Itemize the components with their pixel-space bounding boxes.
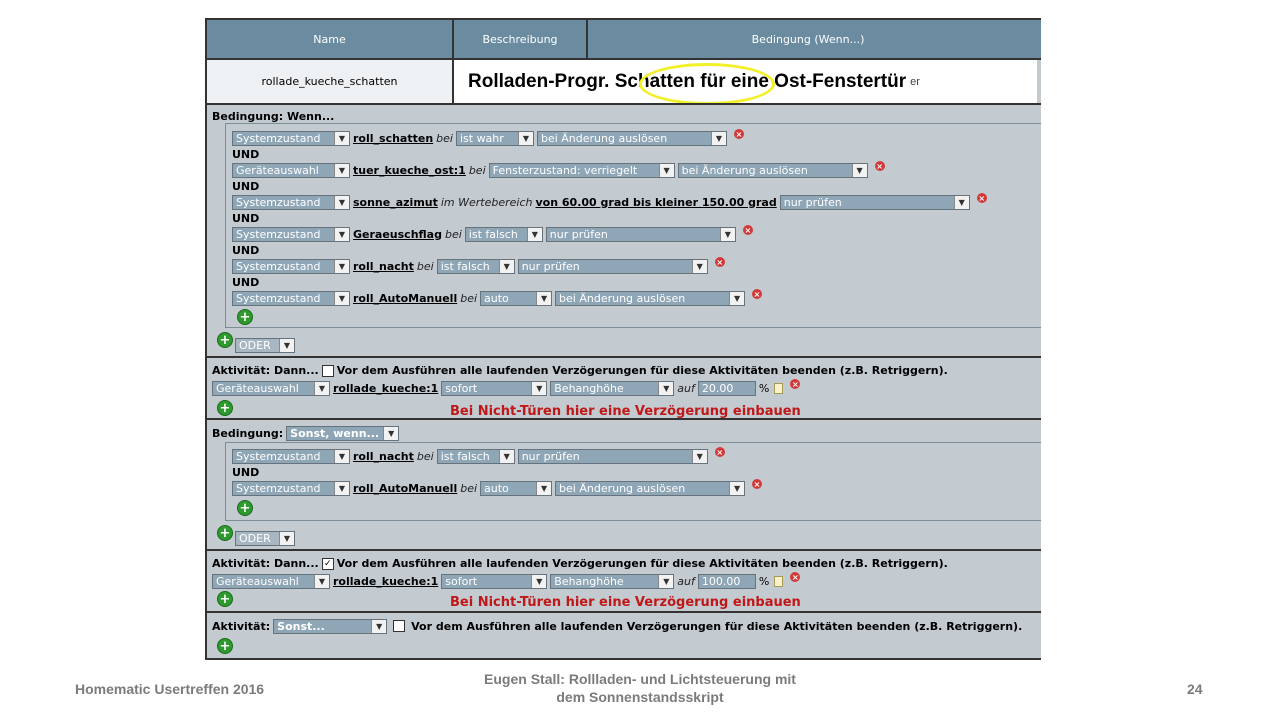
retrigger-checkbox[interactable] — [322, 365, 334, 377]
add-condition-icon[interactable]: + — [237, 309, 253, 325]
oder-select[interactable]: ODER ▼ — [235, 338, 295, 353]
chevron-down-icon: ▼ — [314, 382, 329, 395]
chevron-down-icon: ▼ — [334, 132, 349, 145]
type-select[interactable]: Systemzustand ▼ — [232, 227, 350, 242]
device-link[interactable]: rollade_kueche:1 — [333, 574, 439, 588]
delete-icon[interactable]: × — [753, 479, 761, 489]
condition-row: Geräteauswahl ▼ tuer_kueche_ost:1 bei Fensterzustand: verriegelt ▼ bei Änderung auslösen ▼ × — [232, 161, 885, 179]
value-input[interactable]: 100.00 — [698, 574, 756, 589]
chevron-down-icon: ▼ — [371, 620, 386, 633]
timing-select[interactable]: sofort ▼ — [441, 574, 547, 589]
trigger-select[interactable]: bei Änderung auslösen ▼ — [555, 291, 745, 306]
retrigger-checkbox[interactable] — [393, 620, 405, 632]
activity-row: Geräteauswahl ▼ rollade_kueche:1 sofort ▼ Behanghöhe ▼ auf 100.00 % × — [212, 572, 800, 590]
and-label: UND — [232, 466, 260, 479]
device-link[interactable]: rollade_kueche:1 — [333, 381, 439, 395]
chevron-down-icon: ▼ — [279, 532, 294, 545]
type-select[interactable]: Systemzustand ▼ — [232, 291, 350, 306]
chevron-down-icon: ▼ — [658, 382, 673, 395]
chevron-down-icon: ▼ — [729, 482, 744, 495]
header-name: Name — [207, 20, 454, 60]
chevron-down-icon: ▼ — [334, 482, 349, 495]
chevron-down-icon: ▼ — [658, 575, 673, 588]
delete-icon[interactable]: × — [791, 379, 799, 389]
program-editor — [205, 18, 1041, 660]
description-tail: er — [910, 75, 920, 88]
and-label: UND — [232, 276, 260, 289]
sonst-wenn-select[interactable]: Sonst, wenn... ▼ — [286, 426, 399, 441]
chevron-down-icon: ▼ — [659, 164, 674, 177]
checkbox-label: Vor dem Ausführen alle laufenden Verzögerungen für diese Aktivitäten beenden (z.B. Retriggern). — [336, 364, 948, 377]
activity-header — [212, 617, 1022, 635]
type-select[interactable]: Geräteauswahl ▼ — [212, 574, 330, 589]
chevron-down-icon: ▼ — [954, 196, 969, 209]
chevron-down-icon: ▼ — [531, 575, 546, 588]
oder-row — [235, 529, 295, 547]
oder-select[interactable]: ODER ▼ — [235, 531, 295, 546]
trigger-select[interactable]: bei Änderung auslösen ▼ — [555, 481, 745, 496]
state-select[interactable]: ist falsch ▼ — [437, 449, 515, 464]
device-link[interactable]: sonne_azimut — [353, 195, 438, 209]
param-select[interactable]: Behanghöhe ▼ — [550, 574, 674, 589]
condition-header — [212, 424, 399, 442]
chevron-down-icon: ▼ — [499, 450, 514, 463]
chevron-down-icon: ▼ — [334, 292, 349, 305]
state-select[interactable]: ist wahr ▼ — [456, 131, 534, 146]
checkbox-label: Vor dem Ausführen alle laufenden Verzögerungen für diese Aktivitäten beenden (z.B. Retriggern). — [411, 619, 1023, 633]
activity-section-3 — [207, 611, 1041, 660]
activity-label: Aktivität: Dann... Vor dem Ausführen alle laufenden Verzögerungen für diese Aktivitäten beenden (z.B. Retriggern). — [212, 364, 948, 377]
chevron-down-icon: ▼ — [729, 292, 744, 305]
device-link[interactable]: roll_AutoManuell — [353, 291, 458, 305]
highlight-ellipse — [639, 63, 775, 105]
add-group-icon[interactable]: + — [217, 525, 233, 541]
device-link[interactable]: tuer_kueche_ost:1 — [353, 163, 466, 177]
chevron-down-icon: ▼ — [536, 292, 551, 305]
delete-icon[interactable]: × — [978, 193, 986, 203]
device-link[interactable]: Geraeuschflag — [353, 227, 442, 241]
condition-label: Bedingung: — [212, 426, 284, 440]
device-link[interactable]: roll_schatten — [353, 131, 434, 145]
condition-row: Systemzustand ▼ roll_nacht bei ist falsch ▼ nur prüfen ▼ × — [232, 257, 725, 275]
delete-icon[interactable]: × — [791, 572, 799, 582]
activity-section-2 — [207, 549, 1041, 611]
chevron-down-icon: ▼ — [527, 228, 542, 241]
checkbox-label: Vor dem Ausführen alle laufenden Verzögerungen für diese Aktivitäten beenden (z.B. Retriggern). — [336, 557, 948, 570]
type-select[interactable]: Systemzustand ▼ — [232, 259, 350, 274]
delete-icon[interactable]: × — [716, 257, 724, 267]
and-label: UND — [232, 212, 260, 225]
param-select[interactable]: Behanghöhe ▼ — [550, 381, 674, 396]
activity-row: Geräteauswahl ▼ rollade_kueche:1 sofort ▼ Behanghöhe ▼ auf 20.00 % × — [212, 379, 800, 397]
chevron-down-icon: ▼ — [499, 260, 514, 273]
description-text: Rolladen-Progr. Schatten für eine Ost-Fenstertür — [468, 70, 907, 92]
activity-label: Aktivität: — [212, 619, 271, 633]
trigger-select[interactable]: nur prüfen ▼ — [518, 449, 708, 464]
chevron-down-icon: ▼ — [334, 260, 349, 273]
add-condition-icon[interactable]: + — [237, 500, 253, 516]
condition-row: Systemzustand ▼ sonne_azimut im Wertebereich von 60.00 grad bis kleiner 150.00 grad nur prüfen ▼ × — [232, 193, 987, 211]
type-select[interactable]: Geräteauswahl ▼ — [212, 381, 330, 396]
activity-section-1 — [207, 356, 1041, 418]
state-select[interactable]: ist falsch ▼ — [437, 259, 515, 274]
header-description: Beschreibung — [454, 20, 588, 60]
chevron-down-icon: ▼ — [518, 132, 533, 145]
chevron-down-icon: ▼ — [334, 164, 349, 177]
chevron-down-icon: ▼ — [334, 228, 349, 241]
type-select[interactable]: Systemzustand ▼ — [232, 131, 350, 146]
state-select[interactable]: ist falsch ▼ — [465, 227, 543, 242]
trigger-select[interactable]: nur prüfen ▼ — [546, 227, 736, 242]
state-select[interactable]: auto ▼ — [480, 481, 552, 496]
footer-center-line2: dem Sonnenstandsskript — [556, 689, 724, 705]
footer-left: Homematic Usertreffen 2016 — [75, 681, 265, 697]
timing-select[interactable]: sofort ▼ — [441, 381, 547, 396]
chevron-down-icon: ▼ — [536, 482, 551, 495]
chevron-down-icon: ▼ — [334, 450, 349, 463]
device-link[interactable]: roll_nacht — [353, 449, 414, 463]
and-label: UND — [232, 148, 260, 161]
delete-icon[interactable]: × — [876, 161, 883, 171]
condition-group — [225, 123, 1041, 328]
condition-row: Systemzustand ▼ roll_schatten bei ist wahr ▼ bei Änderung auslösen ▼ × — [232, 129, 744, 147]
oder-row — [235, 336, 295, 354]
delete-icon[interactable]: × — [753, 289, 761, 299]
footer-center — [440, 670, 840, 706]
unit-label: % — [758, 381, 770, 395]
delete-icon[interactable]: × — [735, 129, 743, 139]
chevron-down-icon: ▼ — [383, 427, 398, 440]
chevron-down-icon: ▼ — [531, 382, 546, 395]
document-icon[interactable] — [774, 383, 783, 394]
delete-icon[interactable]: × — [716, 447, 724, 457]
chevron-down-icon: ▼ — [334, 196, 349, 209]
range-link[interactable]: von 60.00 grad bis kleiner 150.00 grad — [535, 195, 777, 209]
condition-row: Systemzustand ▼ roll_AutoManuell bei auto ▼ bei Änderung auslösen ▼ × — [232, 289, 762, 307]
type-select[interactable]: Geräteauswahl ▼ — [232, 163, 350, 178]
device-link[interactable]: roll_nacht — [353, 259, 414, 273]
sonst-select[interactable]: Sonst... ▼ — [273, 619, 387, 634]
trigger-select[interactable]: nur prüfen ▼ — [780, 195, 970, 210]
type-select[interactable]: Systemzustand ▼ — [232, 195, 350, 210]
trigger-select[interactable]: bei Änderung auslösen ▼ — [678, 163, 868, 178]
delete-icon[interactable]: × — [744, 225, 752, 235]
activity-label: Aktivität: Dann... ✓ Vor dem Ausführen alle laufenden Verzögerungen für diese Aktivitäten beenden (z.B. Retriggern). — [212, 557, 948, 570]
chevron-down-icon: ▼ — [692, 260, 707, 273]
type-select[interactable]: Systemzustand ▼ — [232, 481, 350, 496]
chevron-down-icon: ▼ — [711, 132, 726, 145]
state-select[interactable]: Fensterzustand: verriegelt ▼ — [489, 163, 675, 178]
condition-group — [225, 442, 1041, 521]
device-link[interactable]: roll_AutoManuell — [353, 481, 458, 495]
condition-label: Bedingung: Wenn... — [212, 110, 335, 123]
chevron-down-icon: ▼ — [279, 339, 294, 352]
trigger-select[interactable]: nur prüfen ▼ — [518, 259, 708, 274]
condition-row: Systemzustand ▼ roll_nacht bei ist falsch ▼ nur prüfen ▼ × — [232, 447, 725, 465]
condition-section-2 — [207, 418, 1041, 549]
trigger-select[interactable]: bei Änderung auslösen ▼ — [537, 131, 727, 146]
add-activity-icon[interactable]: + — [217, 400, 233, 416]
chevron-down-icon: ▼ — [852, 164, 867, 177]
condition-row: Systemzustand ▼ roll_AutoManuell bei auto ▼ bei Änderung auslösen ▼ × — [232, 479, 762, 497]
delay-note: Bei Nicht-Türen hier eine Verzögerung einbauen — [450, 404, 801, 419]
delay-note: Bei Nicht-Türen hier eine Verzögerung einbauen — [450, 595, 801, 610]
and-label: UND — [232, 180, 260, 193]
header-condition: Bedingung (Wenn...) — [588, 20, 1041, 60]
document-icon[interactable] — [774, 576, 783, 587]
condition-section-1 — [207, 103, 1041, 356]
value-input[interactable]: 20.00 — [698, 381, 756, 396]
add-group-icon[interactable]: + — [217, 332, 233, 348]
chevron-down-icon: ▼ — [314, 575, 329, 588]
add-activity-icon[interactable]: + — [217, 591, 233, 607]
condition-row: Systemzustand ▼ Geraeuschflag bei ist falsch ▼ nur prüfen ▼ × — [232, 225, 753, 243]
state-select[interactable]: auto ▼ — [480, 291, 552, 306]
page-number: 24 — [1187, 681, 1203, 697]
and-label: UND — [232, 244, 260, 257]
retrigger-checkbox[interactable]: ✓ — [322, 558, 334, 570]
chevron-down-icon: ▼ — [692, 450, 707, 463]
chevron-down-icon: ▼ — [720, 228, 735, 241]
footer-center-line1: Eugen Stall: Rollladen- und Lichtsteuerung mit — [484, 671, 796, 687]
type-select[interactable]: Systemzustand ▼ — [232, 449, 350, 464]
program-name[interactable]: rollade_kueche_schatten — [207, 60, 454, 103]
add-activity-icon[interactable]: + — [217, 638, 233, 654]
unit-label: % — [758, 574, 770, 588]
